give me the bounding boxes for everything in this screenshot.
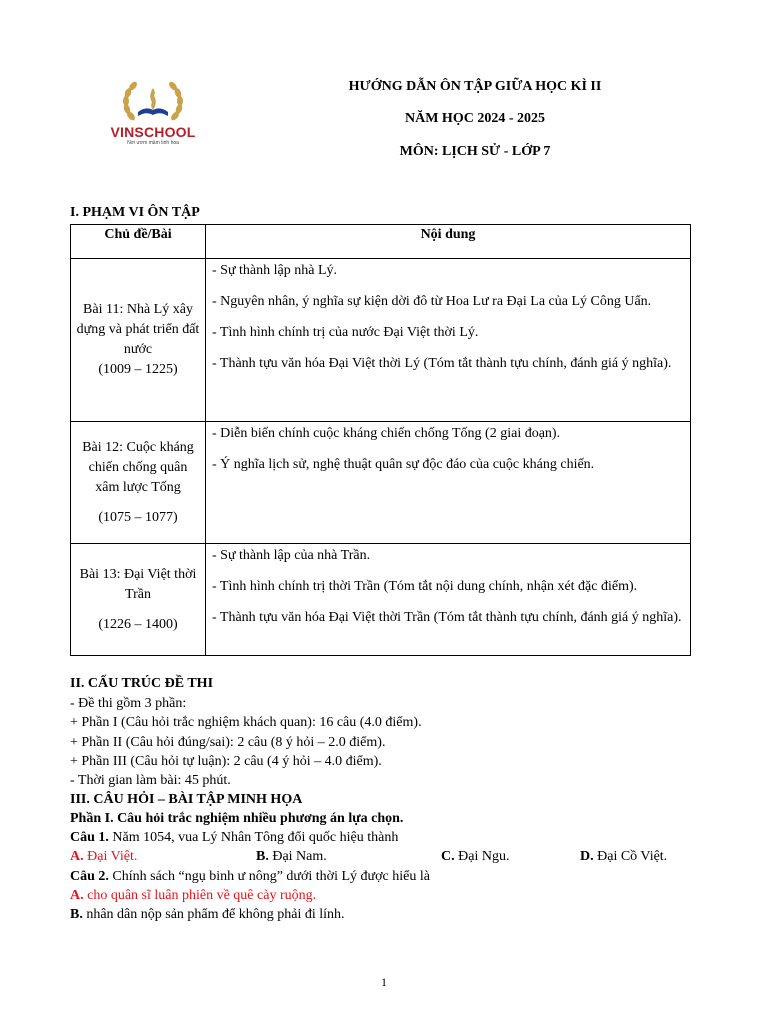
part1-title: Phần I. Câu hỏi trắc nghiệm nhiều phương án lựa chọn.: [70, 811, 404, 826]
topic-title: Bài 13: Đại Việt thời Trần: [79, 566, 197, 602]
option-letter: D.: [580, 849, 594, 864]
col-topic-header: Chủ đề/Bài: [71, 225, 206, 259]
content-item: - Thành tựu văn hóa Đại Việt thời Lý (Tóm tắt thành tựu chính, đánh giá ý nghĩa).: [212, 356, 672, 371]
logo-tagline: Nơi ươm mầm tinh hoa: [127, 140, 179, 146]
q1-option-c: [441, 849, 509, 865]
topic-years: (1226 – 1400): [98, 616, 178, 632]
topic-title: Bài 12: Cuộc kháng chiến chống quân xâm lược Tống: [82, 439, 194, 495]
laurel-book-emblem-icon: [88, 80, 218, 126]
section1-title: I. PHẠM VI ÔN TẬP: [70, 205, 200, 220]
structure-line: + Phần III (Câu hỏi tự luận): 2 câu (4 ý hỏi – 4.0 điểm).: [70, 754, 382, 769]
q1-option-b: [256, 849, 327, 865]
option-letter: A.: [70, 849, 84, 864]
content-item: - Nguyên nhân, ý nghĩa sự kiện dời đô từ Hoa Lư ra Đại La của Lý Công Uẩn.: [212, 294, 652, 309]
topic-title: Bài 11: Nhà Lý xây dựng và phát triển đất nước: [76, 302, 200, 357]
table-header-row: [71, 225, 691, 259]
option-text: Đại Nam.: [268, 849, 327, 864]
row-content: [206, 544, 691, 656]
topic-years: (1075 – 1077): [98, 509, 178, 525]
row-content: [206, 259, 691, 422]
option-text: cho quân sĩ luân phiên về quê cày ruộng.: [83, 888, 317, 903]
row-topic: [71, 544, 206, 656]
option-text: Đại Ngu.: [454, 849, 510, 864]
question-1: [70, 830, 398, 846]
table-row: [71, 422, 691, 544]
structure-line: - Thời gian làm bài: 45 phút.: [70, 773, 231, 788]
content-item: - Ý nghĩa lịch sử, nghệ thuật quân sự độc đáo của cuộc kháng chiến.: [212, 457, 595, 472]
section2-title: II. CẤU TRÚC ĐỀ THI: [70, 676, 214, 691]
question-2: [70, 869, 430, 885]
section3-title: III. CÂU HỎI – BÀI TẬP MINH HỌA: [70, 792, 303, 807]
content-item: - Sự thành lập nhà Lý.: [212, 263, 338, 278]
option-letter: B.: [256, 849, 269, 864]
question-text: Chính sách “ngụ binh ư nông” dưới thời Lý được hiểu là: [108, 869, 430, 884]
col-content-header: Nội dung: [206, 225, 691, 259]
topic-years: (1009 – 1225): [98, 362, 178, 377]
vinschool-logo: [88, 80, 218, 146]
row-topic: [71, 259, 206, 422]
option-letter: C.: [441, 849, 455, 864]
row-topic: [71, 422, 206, 544]
q1-option-a: [70, 849, 137, 865]
content-item: - Sự thành lập của nhà Trần.: [212, 548, 371, 563]
content-item: - Diễn biến chính cuộc kháng chiến chống Tống (2 giai đoạn).: [212, 426, 561, 441]
row-content: [206, 422, 691, 544]
option-text: Đại Việt.: [83, 849, 138, 864]
logo-brand-text: VINSCHOOL: [110, 124, 196, 140]
structure-line: + Phần I (Câu hỏi trắc nghiệm khách quan): 16 câu (4.0 điểm).: [70, 715, 422, 730]
q2-option-b: [70, 907, 345, 923]
q2-option-a: [70, 888, 316, 904]
q1-option-d: [580, 849, 667, 865]
structure-line: - Đề thi gồm 3 phần:: [70, 696, 187, 711]
question-text: Năm 1054, vua Lý Nhân Tông đổi quốc hiệu thành: [108, 830, 399, 845]
content-item: - Thành tựu văn hóa Đại Việt thời Trần (Tóm tắt thành tựu chính, đánh giá ý nghĩa).: [212, 610, 682, 625]
table-row: [71, 544, 691, 656]
question-label: Câu 2.: [70, 869, 109, 884]
structure-line: + Phần II (Câu hỏi đúng/sai): 2 câu (8 ý hỏi – 2.0 điểm).: [70, 735, 386, 750]
content-item: - Tình hình chính trị của nước Đại Việt thời Lý.: [212, 325, 479, 340]
option-text: nhân dân nộp sản phẩm để không phải đi lính.: [82, 907, 345, 922]
option-letter: A.: [70, 888, 84, 903]
option-text: Đại Cồ Việt.: [593, 849, 668, 864]
table-row: [71, 259, 691, 422]
question-label: Câu 1.: [70, 830, 109, 845]
page-number: 1: [381, 975, 387, 989]
doc-title: HƯỚNG DẪN ÔN TẬP GIỮA HỌC KÌ II: [348, 79, 602, 94]
option-letter: B.: [70, 907, 83, 922]
subject-grade: MÔN: LỊCH SỬ - LỚP 7: [399, 144, 551, 159]
content-item: - Tình hình chính trị thời Trần (Tóm tắt nội dung chính, nhận xét đặc điểm).: [212, 579, 638, 594]
school-year: NĂM HỌC 2024 - 2025: [405, 111, 545, 126]
review-scope-table: [70, 224, 691, 656]
